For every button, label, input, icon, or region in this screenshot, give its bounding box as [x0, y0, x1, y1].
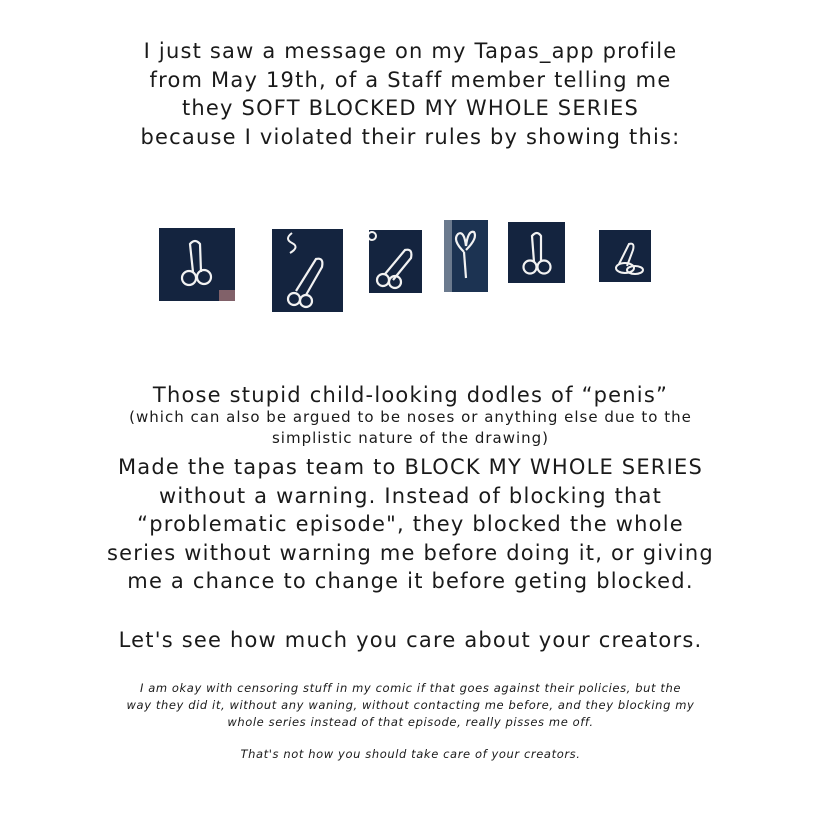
- doodle-2-icon: [272, 229, 343, 312]
- doodle-thumb-2: [272, 229, 343, 312]
- challenge-line: [0, 626, 821, 655]
- complaint-line: me a chance to change it before geting blocked.: [127, 569, 694, 593]
- intro-line: from May 19th, of a Staff member telling me: [149, 67, 672, 92]
- complaint-line: Made the tapas team to BLOCK MY WHOLE SERIES: [117, 455, 703, 479]
- footnote-line: whole series instead of that episode, really pisses me off.: [227, 715, 594, 729]
- intro-line: because I violated their rules by showing this:: [140, 124, 681, 149]
- doodle-1-icon: [159, 228, 235, 301]
- parenthetical-line: simplistic nature of the drawing): [271, 429, 550, 447]
- doodle-4-icon: [444, 220, 488, 292]
- complaint-line: without a warning. Instead of blocking that: [158, 483, 663, 508]
- doodles-heading: [0, 381, 821, 410]
- complaint-paragraph: [0, 453, 821, 596]
- parenthetical-line: (which can also be argued to be noses or anything else due to the: [129, 408, 692, 426]
- intro-line: they SOFT BLOCKED MY WHOLE SERIES: [181, 96, 639, 120]
- footnote-line: way they did it, without any waning, without contacting me before, and they blocking my: [126, 698, 695, 712]
- complaint-line: “problematic episode", they blocked the whole: [137, 512, 684, 536]
- challenge-text: Let's see how much you care about your creators.: [118, 628, 703, 652]
- closing-text: That's not how you should take care of your creators.: [240, 747, 581, 761]
- doodle-thumb-1: [159, 228, 235, 301]
- intro-paragraph: [0, 37, 821, 151]
- closing-line: [0, 746, 821, 763]
- doodle-6-icon: [599, 230, 651, 282]
- doodle-5-icon: [508, 222, 565, 283]
- intro-line: I just saw a message on my Tapas_app profile: [143, 39, 678, 63]
- heading-text: Those stupid child-looking dodles of “penis”: [152, 383, 669, 407]
- doodle-thumb-5: [508, 222, 565, 283]
- parenthetical-note: [0, 407, 821, 449]
- footnote-line: I am okay with censoring stuff in my comic if that goes against their policies, but the: [139, 681, 682, 695]
- complaint-line: series without warning me before doing it, or giving: [107, 540, 714, 565]
- doodle-thumb-6: [599, 230, 651, 282]
- doodle-thumb-4: [444, 220, 488, 292]
- footnote-paragraph: [0, 680, 821, 731]
- doodle-thumb-3: [369, 230, 422, 293]
- doodle-3-icon: [369, 230, 422, 293]
